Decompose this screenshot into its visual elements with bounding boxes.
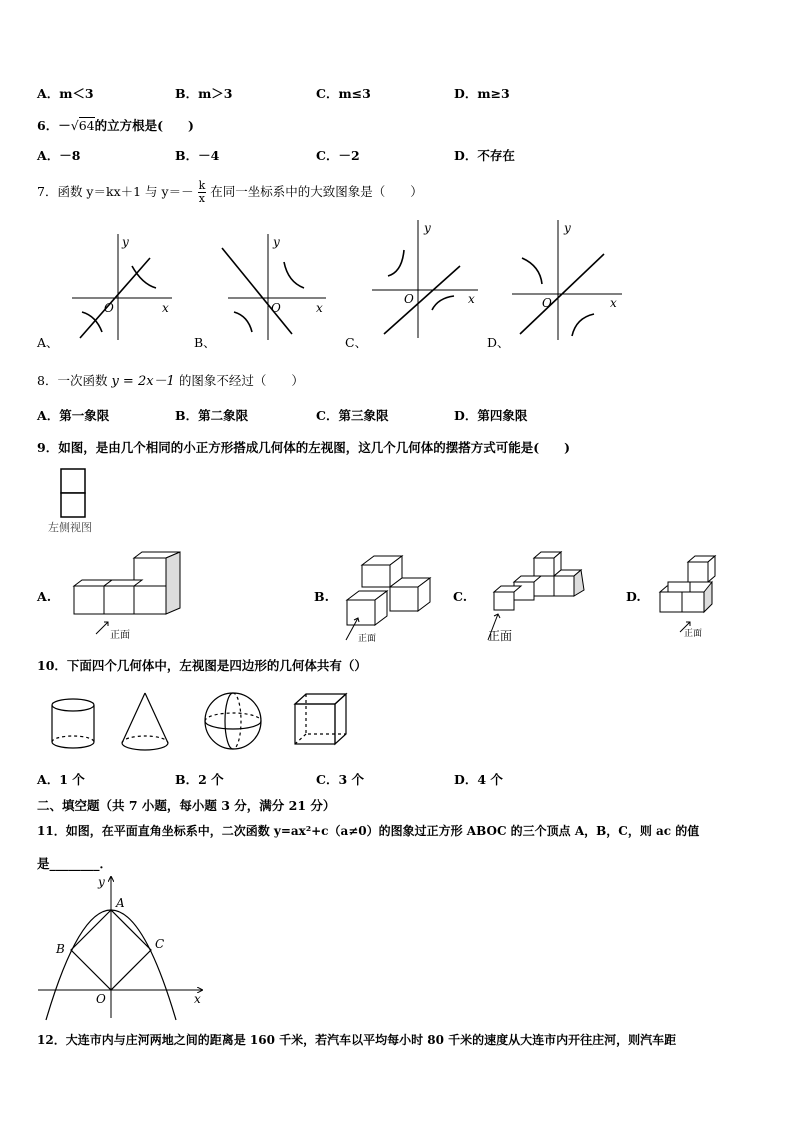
q8-formula: y = 2x－1	[111, 374, 175, 389]
q7-a-y-label: y	[122, 235, 129, 249]
q11-point-b: B	[56, 942, 65, 956]
q7-label-c: C、	[345, 335, 368, 350]
q8-option-d: D．第四象限	[454, 408, 528, 423]
q7-d-origin: O	[542, 296, 552, 310]
q11-x-label: x	[194, 992, 201, 1006]
q7-label-d: D、	[487, 335, 510, 350]
q8-stem-pre: 8．一次函数	[37, 373, 108, 388]
q8-option-a: A．第一象限	[37, 408, 110, 423]
q7-b-origin: O	[271, 301, 281, 315]
q6-radicand: 64	[78, 118, 95, 133]
q5-option-c: C．m≤3	[316, 86, 371, 101]
q6-option-d: D．不存在	[454, 148, 515, 163]
q10-option-c: C．3 个	[316, 772, 364, 787]
q6-option-c: C．－2	[316, 148, 360, 163]
q9-c-front-label: 正面	[488, 629, 513, 643]
q6-sqrt-sign: √	[70, 118, 79, 133]
q7-a-origin: O	[104, 301, 114, 315]
q7-label-b: B、	[194, 335, 216, 350]
q6-option-a: A．－8	[37, 148, 81, 163]
q6-minus: －	[58, 118, 71, 133]
q9-b-front-label: 正面	[358, 634, 377, 644]
q5-option-b: B．m＞3	[175, 86, 233, 101]
q7-d-y-label: y	[564, 221, 571, 235]
q5-option-d: D．m≥3	[454, 86, 510, 101]
q9-a-front-label: 正面	[110, 630, 130, 641]
q7-d-x-label: x	[610, 296, 617, 310]
q11-stem-line1: 11．如图，在平面直角坐标系中，二次函数 y=ax²+c（a≠0）的图象过正方形 ABOC 的三个顶点 A，B，C，则 ac 的值	[37, 824, 700, 838]
q12-stem-line1: 12．大连市内与庄河两地之间的距离是 160 千米，若汽车以平均每小时 80 千米的速度从大连市内开往庄河，则汽车距	[37, 1033, 677, 1047]
q9-d-front-label: 正面	[684, 629, 703, 639]
q8-option-b: B．第二象限	[175, 408, 249, 423]
q11-y-label: y	[98, 875, 105, 889]
q9-label-a: A.	[37, 589, 52, 604]
q10-option-b: B．2 个	[175, 772, 224, 787]
q7-stem-post: 在同一坐标系中的大致图象是（ ）	[210, 184, 423, 199]
q11-point-a: A	[116, 896, 125, 910]
q6-number: 6．	[37, 118, 59, 133]
q9-label-c: C.	[453, 589, 468, 604]
q6-question: 的立方根是( )	[94, 118, 194, 133]
q10-option-a: A．1 个	[37, 772, 85, 787]
q7-a-x-label: x	[162, 301, 169, 315]
q9-label-d: D.	[626, 589, 641, 604]
q7-c-y-label: y	[424, 221, 431, 235]
q10-stem: 10．下面四个几何体中，左视图是四边形的几何体共有（）	[37, 658, 367, 673]
q7-c-origin: O	[404, 292, 414, 306]
q7-label-a: A、	[37, 335, 59, 350]
q8-option-c: C．第三象限	[316, 408, 389, 423]
q7-frac-num: k	[198, 179, 206, 192]
q9-label-b: B.	[314, 589, 329, 604]
q7-b-y-label: y	[273, 235, 280, 249]
q11-point-c: C	[155, 937, 165, 951]
q9-left-view-caption: 左侧视图	[48, 521, 92, 534]
q6-option-b: B．－4	[175, 148, 220, 163]
q10-option-d: D．4 个	[454, 772, 503, 787]
q8-stem-post: 的图象不经过（ ）	[178, 373, 304, 388]
q7-b-x-label: x	[316, 301, 323, 315]
q7-frac-den: x	[198, 192, 205, 205]
q11-stem-line2: 是________．	[37, 856, 113, 871]
q7-c-x-label: x	[468, 292, 475, 306]
q5-option-a: A．m＜3	[37, 86, 94, 101]
section-2-heading: 二、填空题（共 7 小题，每小题 3 分，满分 21 分）	[37, 798, 336, 813]
q9-stem: 9．如图，是由几个相同的小正方形搭成几何体的左视图，这几个几何体的摆搭方式可能是( )	[37, 440, 571, 455]
q11-origin: O	[96, 992, 106, 1006]
q7-stem-pre: 7．函数 y＝kx＋1 与 y＝－	[37, 184, 194, 199]
